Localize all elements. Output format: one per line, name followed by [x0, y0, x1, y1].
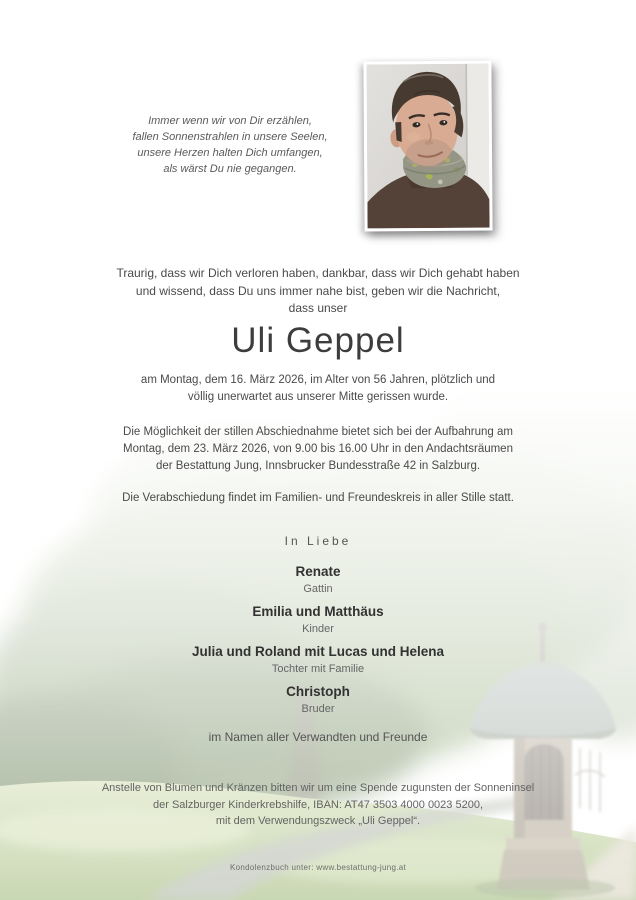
poem-line: fallen Sonnenstrahlen in unsere Seelen, — [132, 131, 328, 143]
donation-request — [0, 780, 636, 830]
death-line: völlig unerwartet aus unserer Mitte gerissen wurde. — [187, 391, 449, 403]
intro-line: Traurig, dass wir Dich verloren haben, dankbar, dass wir Dich gehabt haben — [116, 266, 520, 280]
condolence-book-note: Kondolenzbuch unter: www.bestattung-jung.at — [229, 863, 407, 872]
death-details — [0, 372, 636, 406]
mourners-list — [0, 563, 636, 723]
mourner-name: Emilia und Matthäus — [252, 604, 384, 619]
deceased-name: Uli Geppel — [231, 321, 405, 360]
death-line: am Montag, dem 16. März 2026, im Alter von 56 Jahren, plötzlich und — [140, 374, 496, 386]
donation-line: der Salzburger Kinderkrebshilfe, IBAN: AT47 3503 4000 0023 5200, — [152, 798, 483, 811]
mourner-relation: Tochter mit Familie — [271, 663, 365, 675]
mourner-relation: Gattin — [303, 583, 333, 595]
announcement-intro — [0, 265, 636, 318]
farewell-note: Die Verabschiedung findet im Familien- und Freundeskreis in aller Stille statt. — [122, 492, 514, 504]
mourner-entry — [0, 563, 636, 597]
mourner-relation: Kinder — [302, 623, 334, 635]
mourner-entry — [0, 683, 636, 717]
memorial-poem — [100, 113, 360, 177]
mourner-name: Julia und Roland mit Lucas und Helena — [191, 644, 445, 659]
viewing-line: Montag, dem 23. März 2026, von 9.00 bis 16.00 Uhr in den Andachtsräumen — [123, 443, 513, 455]
poem-line: unsere Herzen halten Dich umfangen, — [137, 147, 323, 159]
intro-line: dass unser — [288, 301, 348, 315]
viewing-line: Die Möglichkeit der stillen Abschiednahme bietet sich bei der Aufbahrung am — [123, 426, 513, 438]
intro-line: und wissend, dass Du uns immer nahe bist, geben wir die Nachricht, — [135, 283, 501, 298]
viewing-line: der Bestattung Jung, Innsbrucker Bundesstraße 42 in Salzburg. — [155, 460, 481, 472]
donation-line: Anstelle von Blumen und Kränzen bitten wir um eine Spende zugunsten der Sonneninsel — [101, 782, 535, 794]
donation-line: mit dem Verwendungszweck „Uli Geppel“. — [215, 815, 421, 827]
mourners-closing: im Namen aller Verwandten und Freunde — [208, 730, 428, 744]
mourner-entry — [0, 643, 636, 677]
mourner-relation: Bruder — [301, 703, 335, 715]
poem-line: als wärst Du nie gegangen. — [163, 163, 297, 175]
portrait-illustration — [366, 64, 489, 229]
mourner-name: Renate — [295, 564, 341, 579]
mourner-entry — [0, 603, 636, 637]
mourner-name: Christoph — [286, 684, 350, 699]
poem-line: Immer wenn wir von Dir erzählen, — [148, 115, 312, 127]
viewing-details — [0, 424, 636, 475]
portrait-photo — [363, 61, 492, 232]
mourning-heading: In Liebe — [284, 534, 352, 548]
